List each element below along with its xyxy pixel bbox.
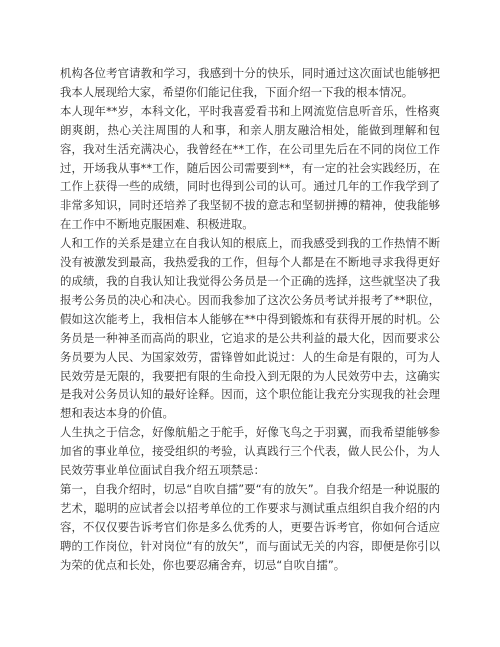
document-body bbox=[60, 64, 440, 574]
paragraph-motivation: 人和工作的关系是建立在自我认知的根底上，而我感受到我的工作热情不断没有被激发到最高，我热爱我的工作，但每个人都是在不断地寻求我得更好的成绩，我的自我认知让我觉得公务员是一个正确的选择，这些就坚决了我报考公务员的决心和决心。因而我参加了这次公务员考试并报考了**职位，假如这次能考上，我相信本人能够在**中得到锻炼和有获得开展的时机。公务员是一种神圣而高尚的职业，它追求的是公共利益的最大化，因而要求公务员要为人民、为国家效劳，雷锋曾如此说过：人的生命是有限的，可为人民效劳是无限的，我要把有限的生命投入到无限的为人民效劳中去，这确实是我对公务员认知的最好诠释。因而，这个职位能让我充分实现我的社会理想和表达本身的价值。 bbox=[60, 236, 440, 421]
paragraph-taboo-one: 第一，自我介绍时，切忌“自吹自擂”要“有的放矢”。自我介绍是一种说服的艺术，聪明的应试者会以招考单位的工作要求与测试重点组织自我介绍的内容，不仅仅要告诉考官们你是多么优秀的人，更要告诉考官，你如何合适应聘的工作岗位，针对岗位“有的放矢”，而与面试无关的内容，即便是你引以为荣的优点和长处，你也要忍痛舍弃，切忌“自吹自擂”。 bbox=[60, 481, 440, 572]
paragraph-belief: 人生执之于信念，好像航船之于舵手，好像飞鸟之于羽翼，而我希望能够参加省的事业单位，接受组织的考验，认真践行三个代表，做人民公仆，为人民效劳事业单位面试自我介绍五项禁忌： bbox=[60, 425, 440, 478]
paragraph-background: 本人现年**岁，本科文化，平时我喜爱看书和上网流览信息听音乐，性格爽朗爽朗，热心关注周围的人和事，和亲人朋友融洽相处，能做到理解和包容，我对生活充满决心，我曾经在**工作，在公司里先后在不同的岗位工作过，开场我从事**工作，随后因公司需要到**，有一定的社会实践经历，在工作上获得一些的成绩，同时也得到公司的认可。通过几年的工作我学到了非常多知识，同时还培养了我坚韧不拔的意志和坚韧拼搏的精神，使我能够在工作中不断地克服困难、积极进取。 bbox=[60, 103, 440, 232]
paragraph-intro: 机构各位考官请教和学习，我感到十分的快乐，同时通过这次面试也能够把我本人展现给大家，希望你们能记住我，下面介绍一下我的根本情况。 bbox=[60, 66, 440, 99]
